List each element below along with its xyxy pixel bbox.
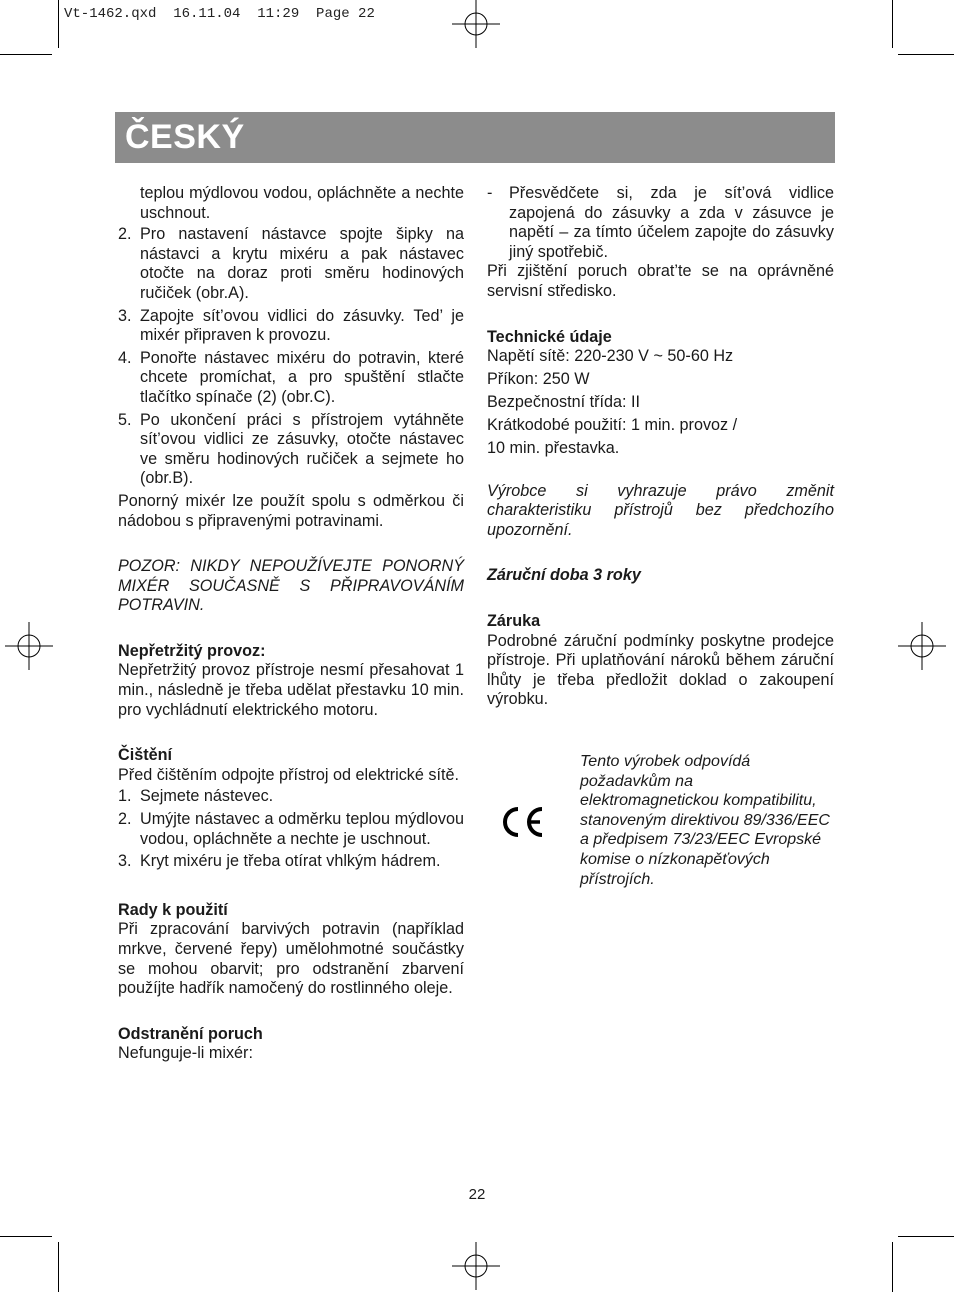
print-slug: Vt-1462.qxd 16.11.04 11:29 Page 22	[64, 6, 375, 22]
step-text: Přesvědčete si, zda je sít’ová vidlice zapojená do zásuvky a zda v zásuvce je napětí – za tímto účelem zapojte do zásuvky jiný spotřebič.	[509, 184, 834, 261]
service-text: Při zjištění poruch obrat’te se na oprávněné servisní středisko.	[487, 262, 834, 300]
step-text: Pro nastavení nástavce spojte šipky na nástavci a krytu mixéru a pak nástavec otočte na doraz proti směru hodinových ručiček (obr.A).	[140, 225, 464, 302]
section-heading: Rady k použití	[118, 900, 228, 919]
spec-line: Příkon: 250 W	[487, 370, 590, 389]
step-text: Sejmete nástevec.	[140, 787, 274, 806]
registration-mark-icon	[452, 1242, 500, 1290]
registration-mark-icon	[5, 622, 53, 670]
list-item	[487, 184, 834, 262]
crop-mark	[892, 0, 893, 48]
list-item	[118, 225, 464, 303]
section-heading: Čištění	[118, 746, 172, 765]
list-item	[118, 307, 464, 346]
crop-mark	[898, 54, 954, 55]
step-number: 3.	[118, 306, 132, 325]
list-item	[118, 810, 464, 849]
step-number: 5.	[118, 410, 132, 429]
dash-marker: -	[487, 184, 493, 202]
step-text: Umýjte nástavec a odměrku teplou mýdlovou vodou, opláchněte a nechte je uschnout.	[140, 810, 464, 848]
section-heading: Nepřetržitý provoz:	[118, 641, 266, 660]
warning-text: POZOR: NIKDY NEPOUŽÍVEJTE PONORNÝ MIXÉR SOUČASNĚ S PŘIPRAVOVÁNÍM POTRAVIN.	[118, 557, 464, 615]
step-text: Kryt mixéru je třeba otírat vhlkým hádrem.	[140, 852, 441, 871]
usage-note: Ponorný mixér lze použít spolu s odměrkou či nádobou s připravenými potravinami.	[118, 491, 464, 530]
crop-mark	[898, 1236, 954, 1237]
spec-line: Bezpečnostní třída: II	[487, 393, 640, 412]
step-text: Ponořte nástavec mixéru do potravin, které chcete promíchat, a pro spuštění stlačte tlačítko spínače (2) (obr.C).	[140, 348, 464, 406]
section-text: Nefunguje-li mixér:	[118, 1044, 253, 1063]
step-number: 2.	[118, 225, 132, 244]
page-title: ČESKÝ	[125, 118, 245, 156]
crop-mark	[0, 54, 52, 55]
step-number: 1.	[118, 787, 132, 806]
list-item	[118, 411, 464, 489]
section-heading: Odstranění poruch	[118, 1024, 263, 1043]
registration-mark-icon	[898, 622, 946, 670]
section-heading: Záruka	[487, 612, 541, 631]
list-item	[118, 349, 464, 408]
warranty-text: Podrobné záruční podmínky poskytne prodejce přístroje. Při uplatňování nároků během záruční lhůty je třeba předložit doklad o zakoupení výrobku.	[487, 631, 834, 709]
usage-steps	[118, 225, 464, 489]
crop-mark	[0, 1236, 52, 1237]
section-text: Před čištěním odpojte přístroj od elektrické sítě.	[118, 765, 459, 784]
page-number: 22	[468, 1186, 486, 1203]
disclaimer-text: Výrobce si vyhrazuje právo změnit charakteristiku přístrojů bez předchozího upozornění.	[487, 481, 834, 539]
warranty-period: Záruční doba 3 roky	[487, 566, 641, 585]
crop-mark	[58, 1242, 59, 1292]
section-heading: Technické údaje	[487, 327, 612, 346]
technical-specs	[487, 347, 834, 459]
ce-mark-icon	[500, 804, 546, 840]
crop-mark	[892, 1242, 893, 1292]
right-column	[487, 184, 834, 710]
language-banner	[115, 112, 835, 163]
crop-mark	[58, 0, 59, 48]
step-number: 2.	[118, 810, 132, 829]
step-text: Po ukončení práci s přístrojem vytáhněte sít’ovou vidlici ze zásuvky, otočte nástavec ve směru hodinových ručiček a sejmete ho (obr.B).	[140, 410, 464, 488]
section-text: Při zpracování barvivých potravin (například mrkve, červené řepy) umělohmotné součástky se mohou obarvit; pro odstranění zbarvení použíjte hadřík namočený do rostlinného oleje.	[118, 920, 464, 998]
ce-compliance-text: Tento výrobek odpovídá požadavkům na elektromagnetickou kompatibilitu, stanoveným direktivou 89/336/EEC a předpisem 73/23/EEC Evropské komise o nízkonapěťových přístrojích.	[580, 753, 830, 888]
cleaning-steps	[118, 787, 464, 871]
spec-line: Krátkodobé použití: 1 min. provoz /	[487, 416, 738, 435]
step-text: Zapojte sít’ovou vidlici do zásuvky. Ted’ je mixér připraven k provozu.	[140, 306, 464, 345]
spec-line: 10 min. přestavka.	[487, 439, 620, 458]
registration-mark-icon	[452, 0, 500, 48]
step-number: 4.	[118, 348, 132, 367]
list-item	[118, 787, 464, 807]
list-item	[118, 852, 464, 872]
section-text: Nepřetržitý provoz přístroje nesmí přesahovat 1 min., následně je třeba udělat přestavku 10 min. pro vychládnutí elektrického motoru.	[118, 661, 464, 719]
spec-line: Napětí sítě: 220-230 V ~ 50-60 Hz	[487, 347, 734, 366]
left-column	[118, 184, 464, 1064]
step-number: 3.	[118, 852, 132, 871]
intro-paragraph: teplou mýdlovou vodou, opláchněte a nechte uschnout.	[140, 184, 464, 222]
